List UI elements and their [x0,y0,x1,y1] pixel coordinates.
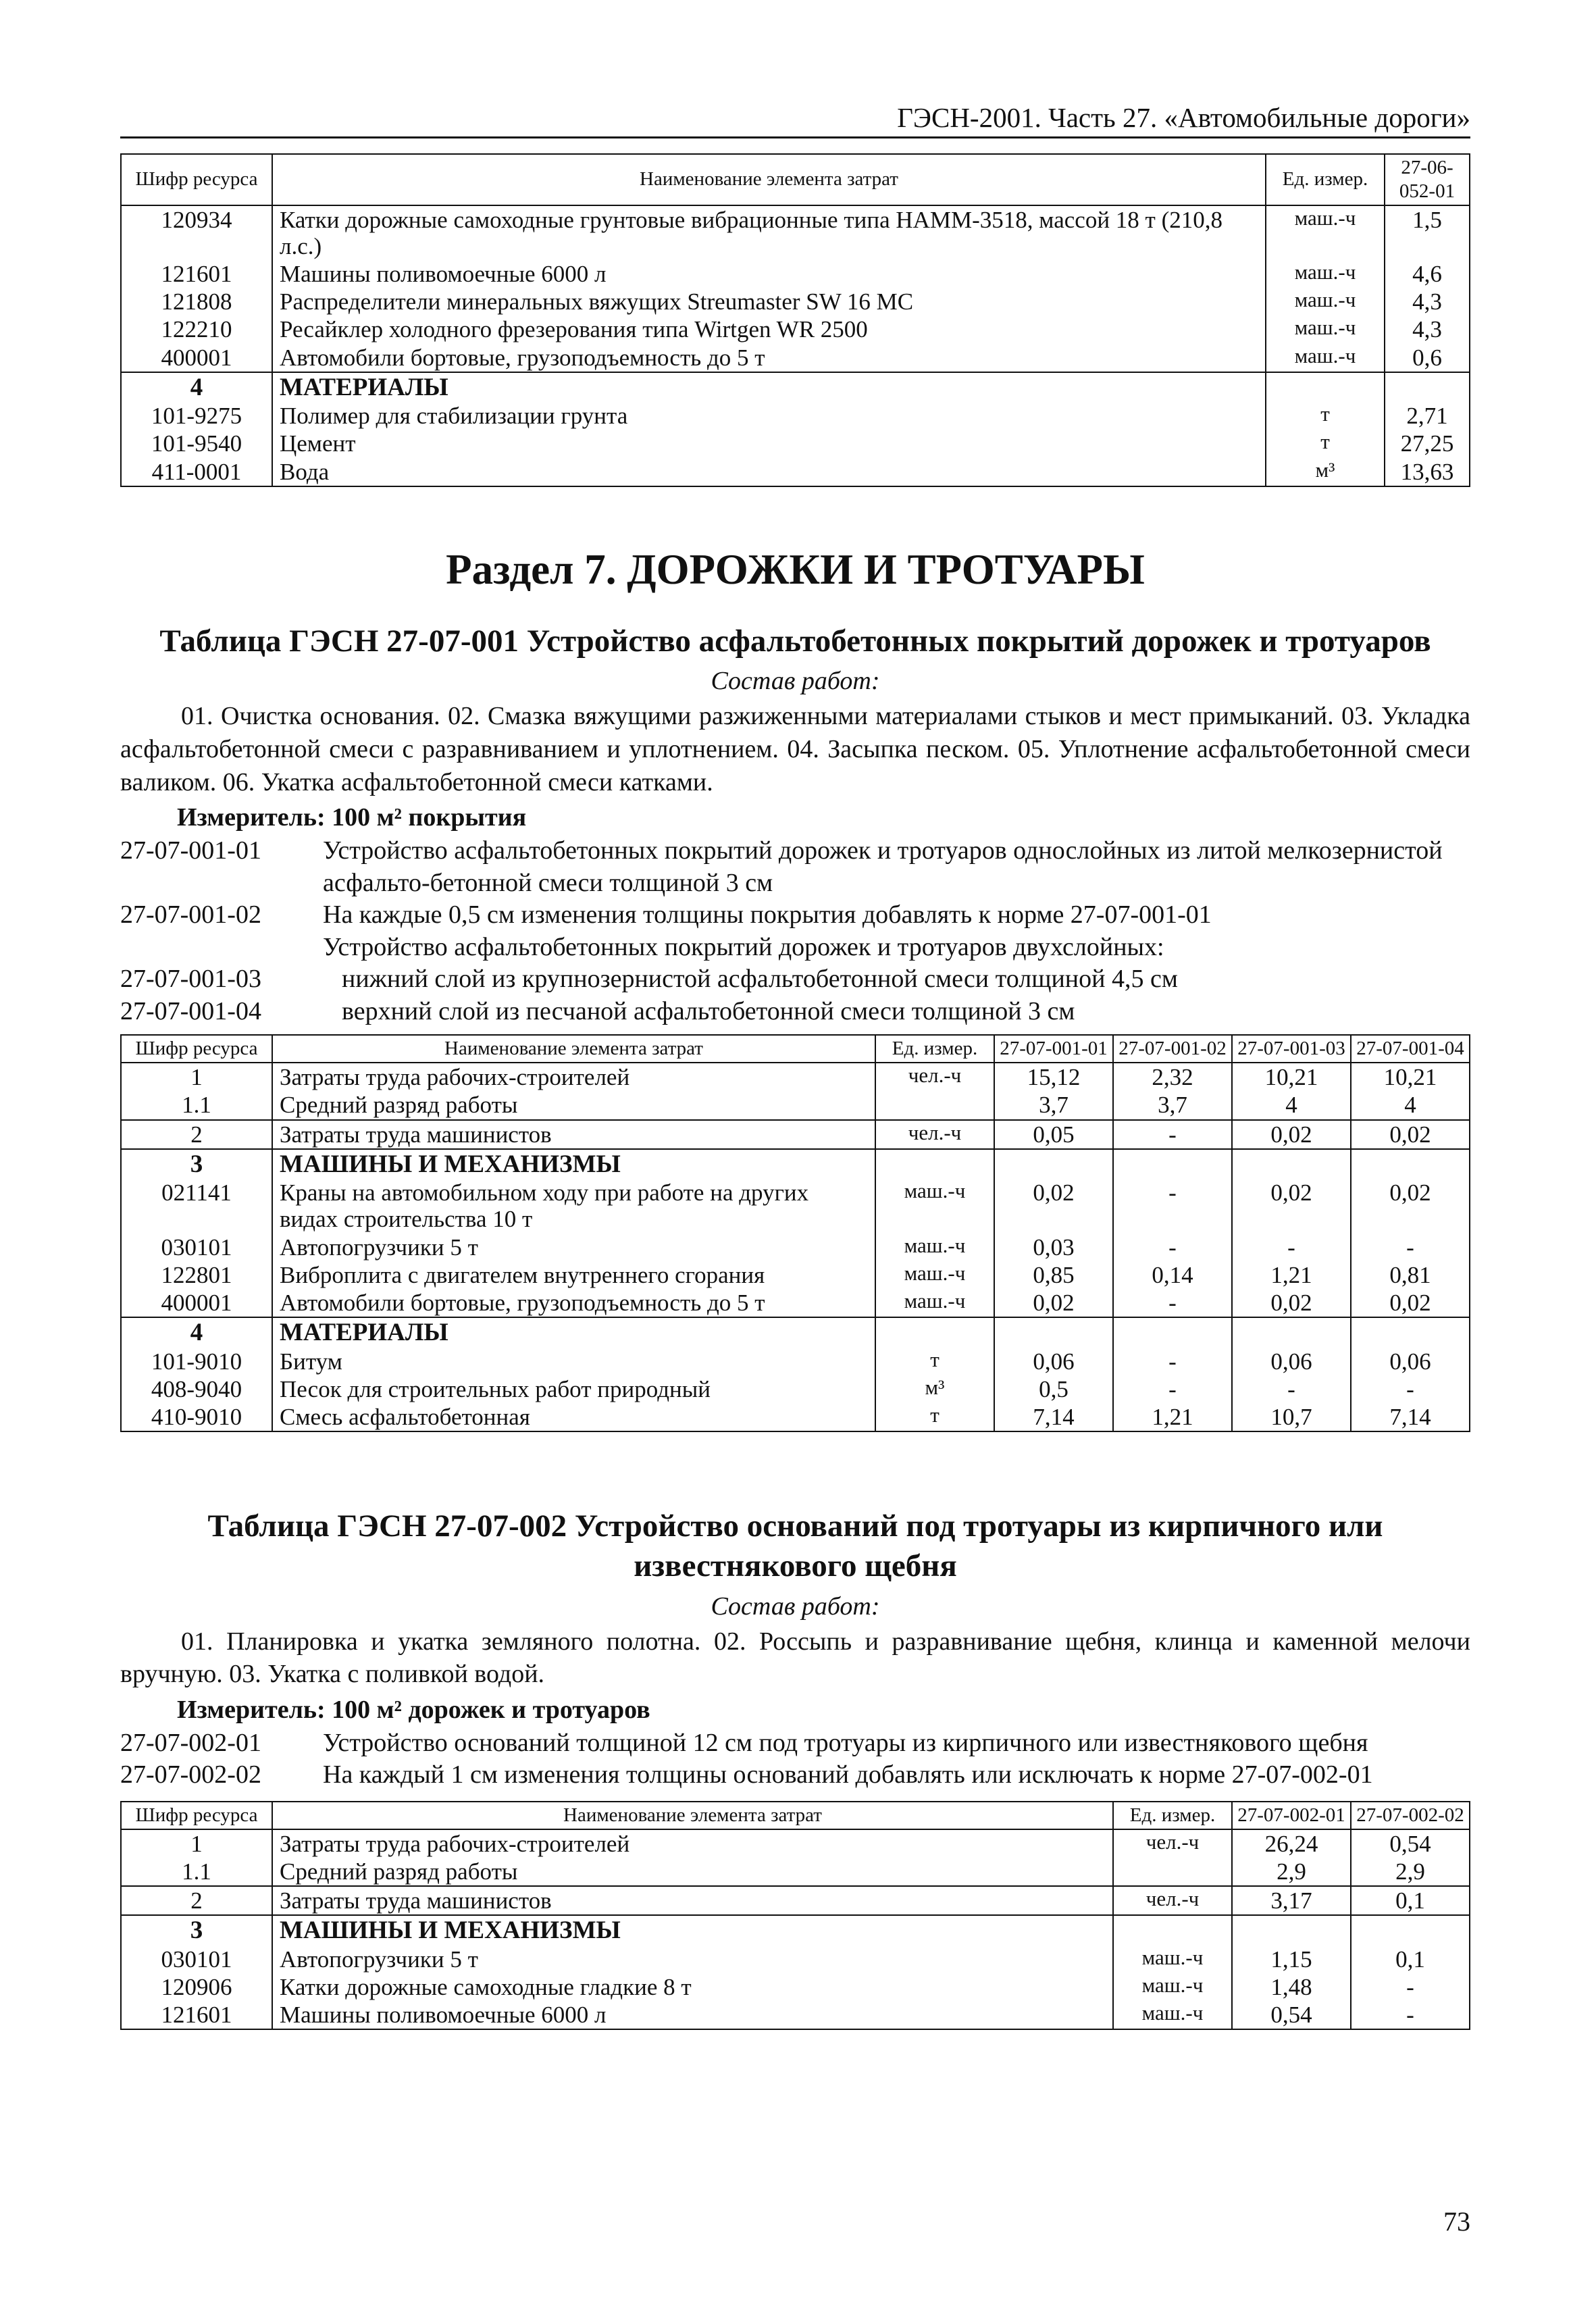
table-cell: Автомобили бортовые, грузоподъемность до 5 т [272,344,1266,372]
table-cell [1266,372,1385,402]
resource-table-27-07-002 [120,1801,1470,2030]
works-description: 01. Очистка основания. 02. Смазка вяжущими разжиженными материалами стыков и мест примыканий. 03. Укладка асфальтобетонной смеси с разравниванием и уплотнением. 04. Засыпка песком. 05. Уплотнение асфальтобетонной смеси валиком. 06. Укатка асфальтобетонной смеси катками. [120,702,1470,796]
table-cell: 101-9275 [121,402,272,430]
table-row [121,205,1470,260]
works-label: Состав работ: [711,1592,880,1621]
table-cell: маш.-ч [875,1289,994,1317]
table-cell: 101-9540 [121,430,272,457]
table-cell: - [1113,1375,1232,1403]
table-row [121,1973,1470,2001]
table-cell: 0,6 [1385,344,1470,372]
table-row [121,315,1470,343]
table-cell: Затраты труда машинистов [272,1120,875,1149]
table-cell: 0,06 [1351,1348,1470,1375]
resource-table-27-06-052 [120,153,1470,487]
table-cell: - [1113,1234,1232,1261]
table-cell: Песок для строительных работ природный [272,1375,875,1403]
table-cell: 1 [121,1829,272,1858]
table-cell [1113,1149,1232,1179]
table-cell: 1.1 [121,1858,272,1886]
col-header-norm: 27-07-002-02 [1351,1802,1470,1829]
table-cell: 0,54 [1351,1829,1470,1858]
table-cell: Затраты труда рабочих-строителей [272,1063,875,1091]
col-header-name: Наименование элемента затрат [272,154,1266,205]
table-cell: 3 [121,1915,272,1945]
table-cell: 0,02 [1351,1179,1470,1233]
table-row [121,1946,1470,1973]
table-cell: Виброплита с двигателем внутреннего сгорания [272,1261,875,1289]
table-group-row [121,372,1470,402]
table-group-row [121,1149,1470,1179]
table-cell: Вода [272,458,1266,486]
table-cell: МАТЕРИАЛЫ [272,1317,875,1347]
table-cell: 27,25 [1385,430,1470,457]
table-cell: 0,02 [1351,1120,1470,1149]
table-cell: - [1351,2001,1470,2029]
table-cell: 1.1 [121,1091,272,1119]
table-cell: Средний разряд работы [272,1091,875,1119]
table-cell: 1,21 [1232,1261,1351,1289]
table-cell: 15,12 [994,1063,1113,1091]
table-cell: чел.-ч [1113,1829,1232,1858]
table-cell: 0,85 [994,1261,1113,1289]
table-cell: 4,6 [1385,260,1470,288]
col-header-norm: 27-07-001-04 [1351,1035,1470,1063]
table-row [121,430,1470,457]
norm-item: Устройство асфальтобетонных покрытий дорожек и тротуаров двухслойных: [323,932,1164,961]
table-cell: маш.-ч [875,1261,994,1289]
table-cell: 0,06 [1232,1348,1351,1375]
table-group-row [121,1317,1470,1347]
col-header-name: Наименование элемента затрат [272,1802,1113,1829]
table-cell: Ресайклер холодного фрезерования типа Wirtgen WR 2500 [272,315,1266,343]
table-cell: 4 [1232,1091,1351,1119]
measure-unit: Измеритель: 100 м² покрытия [177,803,527,832]
table-cell: 122801 [121,1261,272,1289]
col-header-norm: 27-07-001-03 [1232,1035,1351,1063]
table-cell: маш.-ч [1266,260,1385,288]
table-cell: Затраты труда машинистов [272,1886,1113,1915]
table-cell: 101-9010 [121,1348,272,1375]
norm-item: 27-07-002-02 На каждый 1 см изменения толщины оснований добавлять или исключать к норме 27-07-002-01 [120,1760,1373,1789]
table-cell: Машины поливомоечные 6000 л [272,2001,1113,2029]
table-cell [994,1149,1113,1179]
spacer [120,1432,1470,1506]
works-description: 01. Планировка и укатка земляного полотна. 02. Россыпь и разравнивание щебня, клинца и каменной мелочи вручную. 03. Укатка с поливкой водой. [120,1627,1470,1689]
table-cell: 0,02 [994,1179,1113,1233]
table-cell: м³ [875,1375,994,1403]
table-cell [1113,1915,1232,1945]
document-page [120,101,1470,2030]
table-cell: - [1351,1973,1470,2001]
table-cell: чел.-ч [875,1120,994,1149]
table-cell: 7,14 [1351,1403,1470,1431]
table-cell: 0,54 [1232,2001,1351,2029]
table-cell: 030101 [121,1946,272,1973]
table-cell: 10,7 [1232,1403,1351,1431]
table-cell: 4 [121,1317,272,1347]
measure-unit: Измеритель: 100 м² дорожек и тротуаров [177,1695,650,1724]
table-cell: Затраты труда рабочих-строителей [272,1829,1113,1858]
table-cell [1232,1915,1351,1945]
resource-table-27-07-001 [120,1034,1470,1432]
col-header-code: Шифр ресурса [121,1035,272,1063]
table-cell [1351,1915,1470,1945]
table-cell: Средний разряд работы [272,1858,1113,1886]
table-cell [1113,1317,1232,1347]
table-cell: 3 [121,1149,272,1179]
table-cell: 0,1 [1351,1946,1470,1973]
table-cell: Автомобили бортовые, грузоподъемность до 5 т [272,1289,875,1317]
col-header-code: Шифр ресурса [121,1802,272,1829]
table-cell [1232,1317,1351,1347]
table-cell: 021141 [121,1179,272,1233]
table-row [121,1261,1470,1289]
table-cell: Катки дорожные самоходные гладкие 8 т [272,1973,1113,2001]
table-cell [1232,1149,1351,1179]
table-cell: 10,21 [1232,1063,1351,1091]
table-cell [1351,1149,1470,1179]
table-cell: 408-9040 [121,1375,272,1403]
table-cell: 121601 [121,2001,272,2029]
table-cell: 0,02 [1232,1120,1351,1149]
table-cell: маш.-ч [1113,2001,1232,2029]
table-row [121,344,1470,372]
table-row [121,1091,1470,1119]
table-cell: 4 [1351,1091,1470,1119]
table-cell: 1,48 [1232,1973,1351,2001]
table-cell: 411-0001 [121,458,272,486]
table-cell: маш.-ч [1266,288,1385,315]
col-header-norm: 27-07-001-02 [1113,1035,1232,1063]
table-cell: Автопогрузчики 5 т [272,1234,875,1261]
table-cell [1351,1317,1470,1347]
table-row [121,1829,1470,1858]
table-cell [1385,372,1470,402]
table-row [121,1179,1470,1233]
table-cell: 0,02 [1351,1289,1470,1317]
table-cell: 2 [121,1886,272,1915]
table-cell: 400001 [121,344,272,372]
table-cell: 0,06 [994,1348,1113,1375]
table-cell: 3,17 [1232,1886,1351,1915]
table-cell: т [875,1403,994,1431]
table-cell: 410-9010 [121,1403,272,1431]
table-row [121,288,1470,315]
table-cell [875,1149,994,1179]
table-cell: - [1113,1348,1232,1375]
table-cell: 2,9 [1232,1858,1351,1886]
table-cell: 10,21 [1351,1063,1470,1091]
table-cell: 121601 [121,260,272,288]
table-row [121,402,1470,430]
section-title: Раздел 7. ДОРОЖКИ И ТРОТУАРЫ [446,545,1145,593]
norm-item: 27-07-002-01 Устройство оснований толщиной 12 см под тротуары из кирпичного или известнякового щебня [120,1728,1368,1757]
table-cell: 0,5 [994,1375,1113,1403]
table-cell: Битум [272,1348,875,1375]
table-cell: т [1266,430,1385,457]
table-cell: 3,7 [994,1091,1113,1119]
table-cell: - [1351,1234,1470,1261]
table-group-row [121,1915,1470,1945]
table-cell: Автопогрузчики 5 т [272,1946,1113,1973]
table-cell: 13,63 [1385,458,1470,486]
norm-item: 27-07-001-04 верхний слой из песчаной асфальтобетонной смеси толщиной 3 см [120,996,1075,1025]
table-cell: чел.-ч [875,1063,994,1091]
table-cell [994,1317,1113,1347]
table-cell: 3,7 [1113,1091,1232,1119]
table-cell: 2,32 [1113,1063,1232,1091]
table-cell: 0,05 [994,1120,1113,1149]
table-cell [1113,1858,1232,1886]
table-cell: 120906 [121,1973,272,2001]
table-cell: 4,3 [1385,315,1470,343]
table-cell [875,1317,994,1347]
table-title: Таблица ГЭСН 27-07-002 Устройство оснований под тротуары из кирпичного или известнякового щебня [207,1508,1383,1583]
table-cell: 400001 [121,1289,272,1317]
table-cell: 1,21 [1113,1403,1232,1431]
running-header: ГЭСН-2001. Часть 27. «Автомобильные дороги» [120,101,1470,138]
col-header-norm: 27-07-001-01 [994,1035,1113,1063]
table-cell: Катки дорожные самоходные грунтовые вибрационные типа НАММ-3518, массой 18 т (210,8 л.с.) [272,205,1266,260]
table-cell: 2,9 [1351,1858,1470,1886]
table-row [121,1858,1470,1886]
table-cell: м³ [1266,458,1385,486]
table-cell: маш.-ч [1113,1973,1232,2001]
table-row [121,458,1470,486]
table-cell: - [1232,1234,1351,1261]
table-title: Таблица ГЭСН 27-07-001 Устройство асфальтобетонных покрытий дорожек и тротуаров [159,623,1431,659]
table-cell: - [1351,1375,1470,1403]
table-cell: Машины поливомоечные 6000 л [272,260,1266,288]
col-header-code: Шифр ресурса [121,154,272,205]
table-cell: Распределители минеральных вяжущих Streumaster SW 16 MC [272,288,1266,315]
table-cell: - [1113,1179,1232,1233]
table-cell: 030101 [121,1234,272,1261]
norm-item: 27-07-001-01 Устройство асфальтобетонных покрытий дорожек и тротуаров однослойных из литой мелкозернистой асфальто-бетонной смеси толщиной 3 см [120,836,1443,897]
table-cell: 2 [121,1120,272,1149]
table-cell: 1 [121,1063,272,1091]
col-header-norm: 27-06-052-01 [1385,154,1470,205]
col-header-name: Наименование элемента затрат [272,1035,875,1063]
table-cell: МАШИНЫ И МЕХАНИЗМЫ [272,1149,875,1179]
works-label: Состав работ: [711,667,880,696]
table-row [121,260,1470,288]
col-header-unit: Ед. измер. [1266,154,1385,205]
table-cell: чел.-ч [1113,1886,1232,1915]
table-row [121,1289,1470,1317]
norm-item: 27-07-001-03 нижний слой из крупнозернистой асфальтобетонной смеси толщиной 4,5 см [120,965,1178,994]
table-cell: - [1113,1289,1232,1317]
table-cell: 1,15 [1232,1946,1351,1973]
table-cell: 1,5 [1385,205,1470,260]
table-cell: 2,71 [1385,402,1470,430]
table-cell: 0,02 [1232,1289,1351,1317]
table-cell: МАТЕРИАЛЫ [272,372,1266,402]
norm-item: 27-07-001-02 На каждые 0,5 см изменения толщины покрытия добавлять к норме 27-07-001-01 [120,900,1212,930]
table-cell: Смесь асфальтобетонная [272,1403,875,1431]
table-cell: 4 [121,372,272,402]
table-cell: маш.-ч [1113,1946,1232,1973]
table-row [121,1063,1470,1091]
table-cell: маш.-ч [1266,344,1385,372]
table-row [121,1886,1470,1915]
table-cell: - [1232,1375,1351,1403]
table-cell: 121808 [121,288,272,315]
table-row [121,2001,1470,2029]
table-row [121,1375,1470,1403]
col-header-norm: 27-07-002-01 [1232,1802,1351,1829]
table-cell: 0,81 [1351,1261,1470,1289]
col-header-unit: Ед. измер. [1113,1802,1232,1829]
table-row [121,1234,1470,1261]
table-cell: 122210 [121,315,272,343]
table-cell: маш.-ч [875,1179,994,1233]
table-cell: 26,24 [1232,1829,1351,1858]
table-cell: 0,1 [1351,1886,1470,1915]
table-row [121,1348,1470,1375]
table-cell: т [875,1348,994,1375]
table-cell: т [1266,402,1385,430]
table-cell [875,1091,994,1119]
table-cell: маш.-ч [1266,315,1385,343]
col-header-unit: Ед. измер. [875,1035,994,1063]
table-cell: Полимер для стабилизации грунта [272,402,1266,430]
table-cell: 0,03 [994,1234,1113,1261]
table-cell: - [1113,1120,1232,1149]
table-row [121,1120,1470,1149]
table-cell: Краны на автомобильном ходу при работе на других видах строительства 10 т [272,1179,875,1233]
table-cell: маш.-ч [875,1234,994,1261]
page-number: 73 [1443,2206,1470,2237]
table-row [121,1403,1470,1431]
table-cell: 120934 [121,205,272,260]
table-cell: 0,14 [1113,1261,1232,1289]
table-cell: 0,02 [994,1289,1113,1317]
table-cell: 7,14 [994,1403,1113,1431]
table-cell: МАШИНЫ И МЕХАНИЗМЫ [272,1915,1113,1945]
table-cell: маш.-ч [1266,205,1385,260]
table-cell: Цемент [272,430,1266,457]
table-cell: 0,02 [1232,1179,1351,1233]
table-cell: 4,3 [1385,288,1470,315]
